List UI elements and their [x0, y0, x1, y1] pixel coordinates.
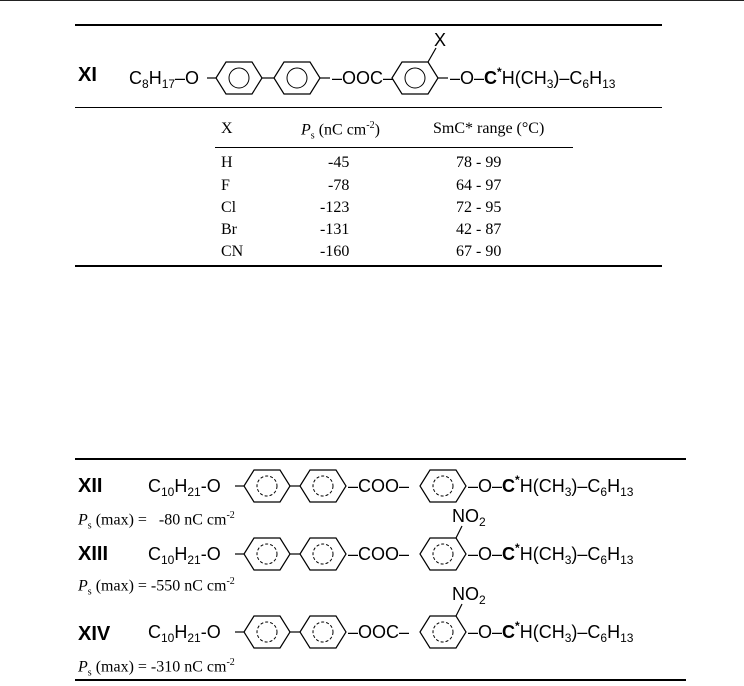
- chiral-tail-text: $-O-C^*H(CH_3)-C_6H_{13}$: [468, 473, 634, 499]
- benzene-ring-icon: [244, 470, 290, 502]
- table-cell: 42 - 87: [456, 221, 502, 238]
- chiral-tail-text: $-O-C^*H(CH_3)-C_6H_{13}$: [468, 619, 634, 645]
- compound-label-xii: XII: [78, 475, 103, 497]
- table-cell: 64 - 97: [456, 177, 502, 194]
- table-cell: Cl: [221, 199, 237, 216]
- alkoxy-chain-text: $C_8H_{17}-O$: [129, 68, 200, 91]
- ps-max-xiii: $P_s$ (max) = -550 nC $cm^{-2}$: [78, 576, 235, 598]
- table-cell: Br: [221, 221, 237, 238]
- ps-max-xiv: $P_s$ (max) = -310 nC $cm^{-2}$: [78, 657, 235, 679]
- table-cell: 67 - 90: [456, 243, 502, 260]
- compound-label-xiv: XIV: [78, 623, 111, 645]
- table-header-ps: $P_s$ (nC $cm^{-2}$): [301, 120, 380, 142]
- table-cell: -45: [328, 154, 350, 171]
- ester-linkage-text: –OOC–: [332, 68, 394, 88]
- table-cell: 72 - 95: [456, 199, 502, 216]
- benzene-ring-icon: [420, 470, 466, 502]
- compound-label-xi: XI: [78, 64, 97, 86]
- benzene-ring-icon: [244, 538, 290, 570]
- alkoxy-chain-text: $C_{10}H_{21}-O$: [148, 544, 221, 567]
- table-cell: H: [221, 154, 233, 171]
- chiral-tail-text: $-O-C^*H(CH_3)-C_6H_{13}$: [450, 65, 616, 91]
- substituent-x-text: X: [434, 30, 447, 50]
- table-header-smc: SmC* range (°C): [433, 120, 545, 137]
- table-cell: -123: [320, 199, 350, 216]
- benzene-ring-icon: [244, 616, 290, 648]
- compound-label-xiii: XIII: [78, 543, 109, 565]
- nitro-substituent-text: $NO_2$: [452, 584, 486, 607]
- table-cell: -78: [328, 177, 350, 194]
- nitro-substituent-text: $NO_2$: [452, 506, 486, 529]
- ester-linkage-text: –COO–: [348, 476, 410, 496]
- ester-linkage-text: –COO–: [348, 544, 410, 564]
- ps-max-xii: $P_s$ (max) = -80 nC $cm^{-2}$: [78, 510, 235, 532]
- benzene-ring-icon: [420, 616, 466, 648]
- benzene-ring-icon: [300, 538, 346, 570]
- ester-linkage-text: –OOC–: [348, 622, 410, 642]
- table-header-x: X: [221, 120, 233, 137]
- table-cell: -160: [320, 243, 350, 260]
- alkoxy-chain-text: $C_{10}H_{21}-O$: [148, 622, 221, 645]
- table-cell: F: [221, 177, 230, 194]
- benzene-ring-icon: [420, 538, 466, 570]
- table-cell: CN: [221, 243, 244, 260]
- chiral-tail-text: $-O-C^*H(CH_3)-C_6H_{13}$: [468, 541, 634, 567]
- benzene-ring-icon: [300, 470, 346, 502]
- benzene-ring-icon: [300, 616, 346, 648]
- alkoxy-chain-text: $C_{10}H_{21}-O$: [148, 476, 221, 499]
- table-cell: 78 - 99: [456, 154, 502, 171]
- table-cell: -131: [320, 221, 350, 238]
